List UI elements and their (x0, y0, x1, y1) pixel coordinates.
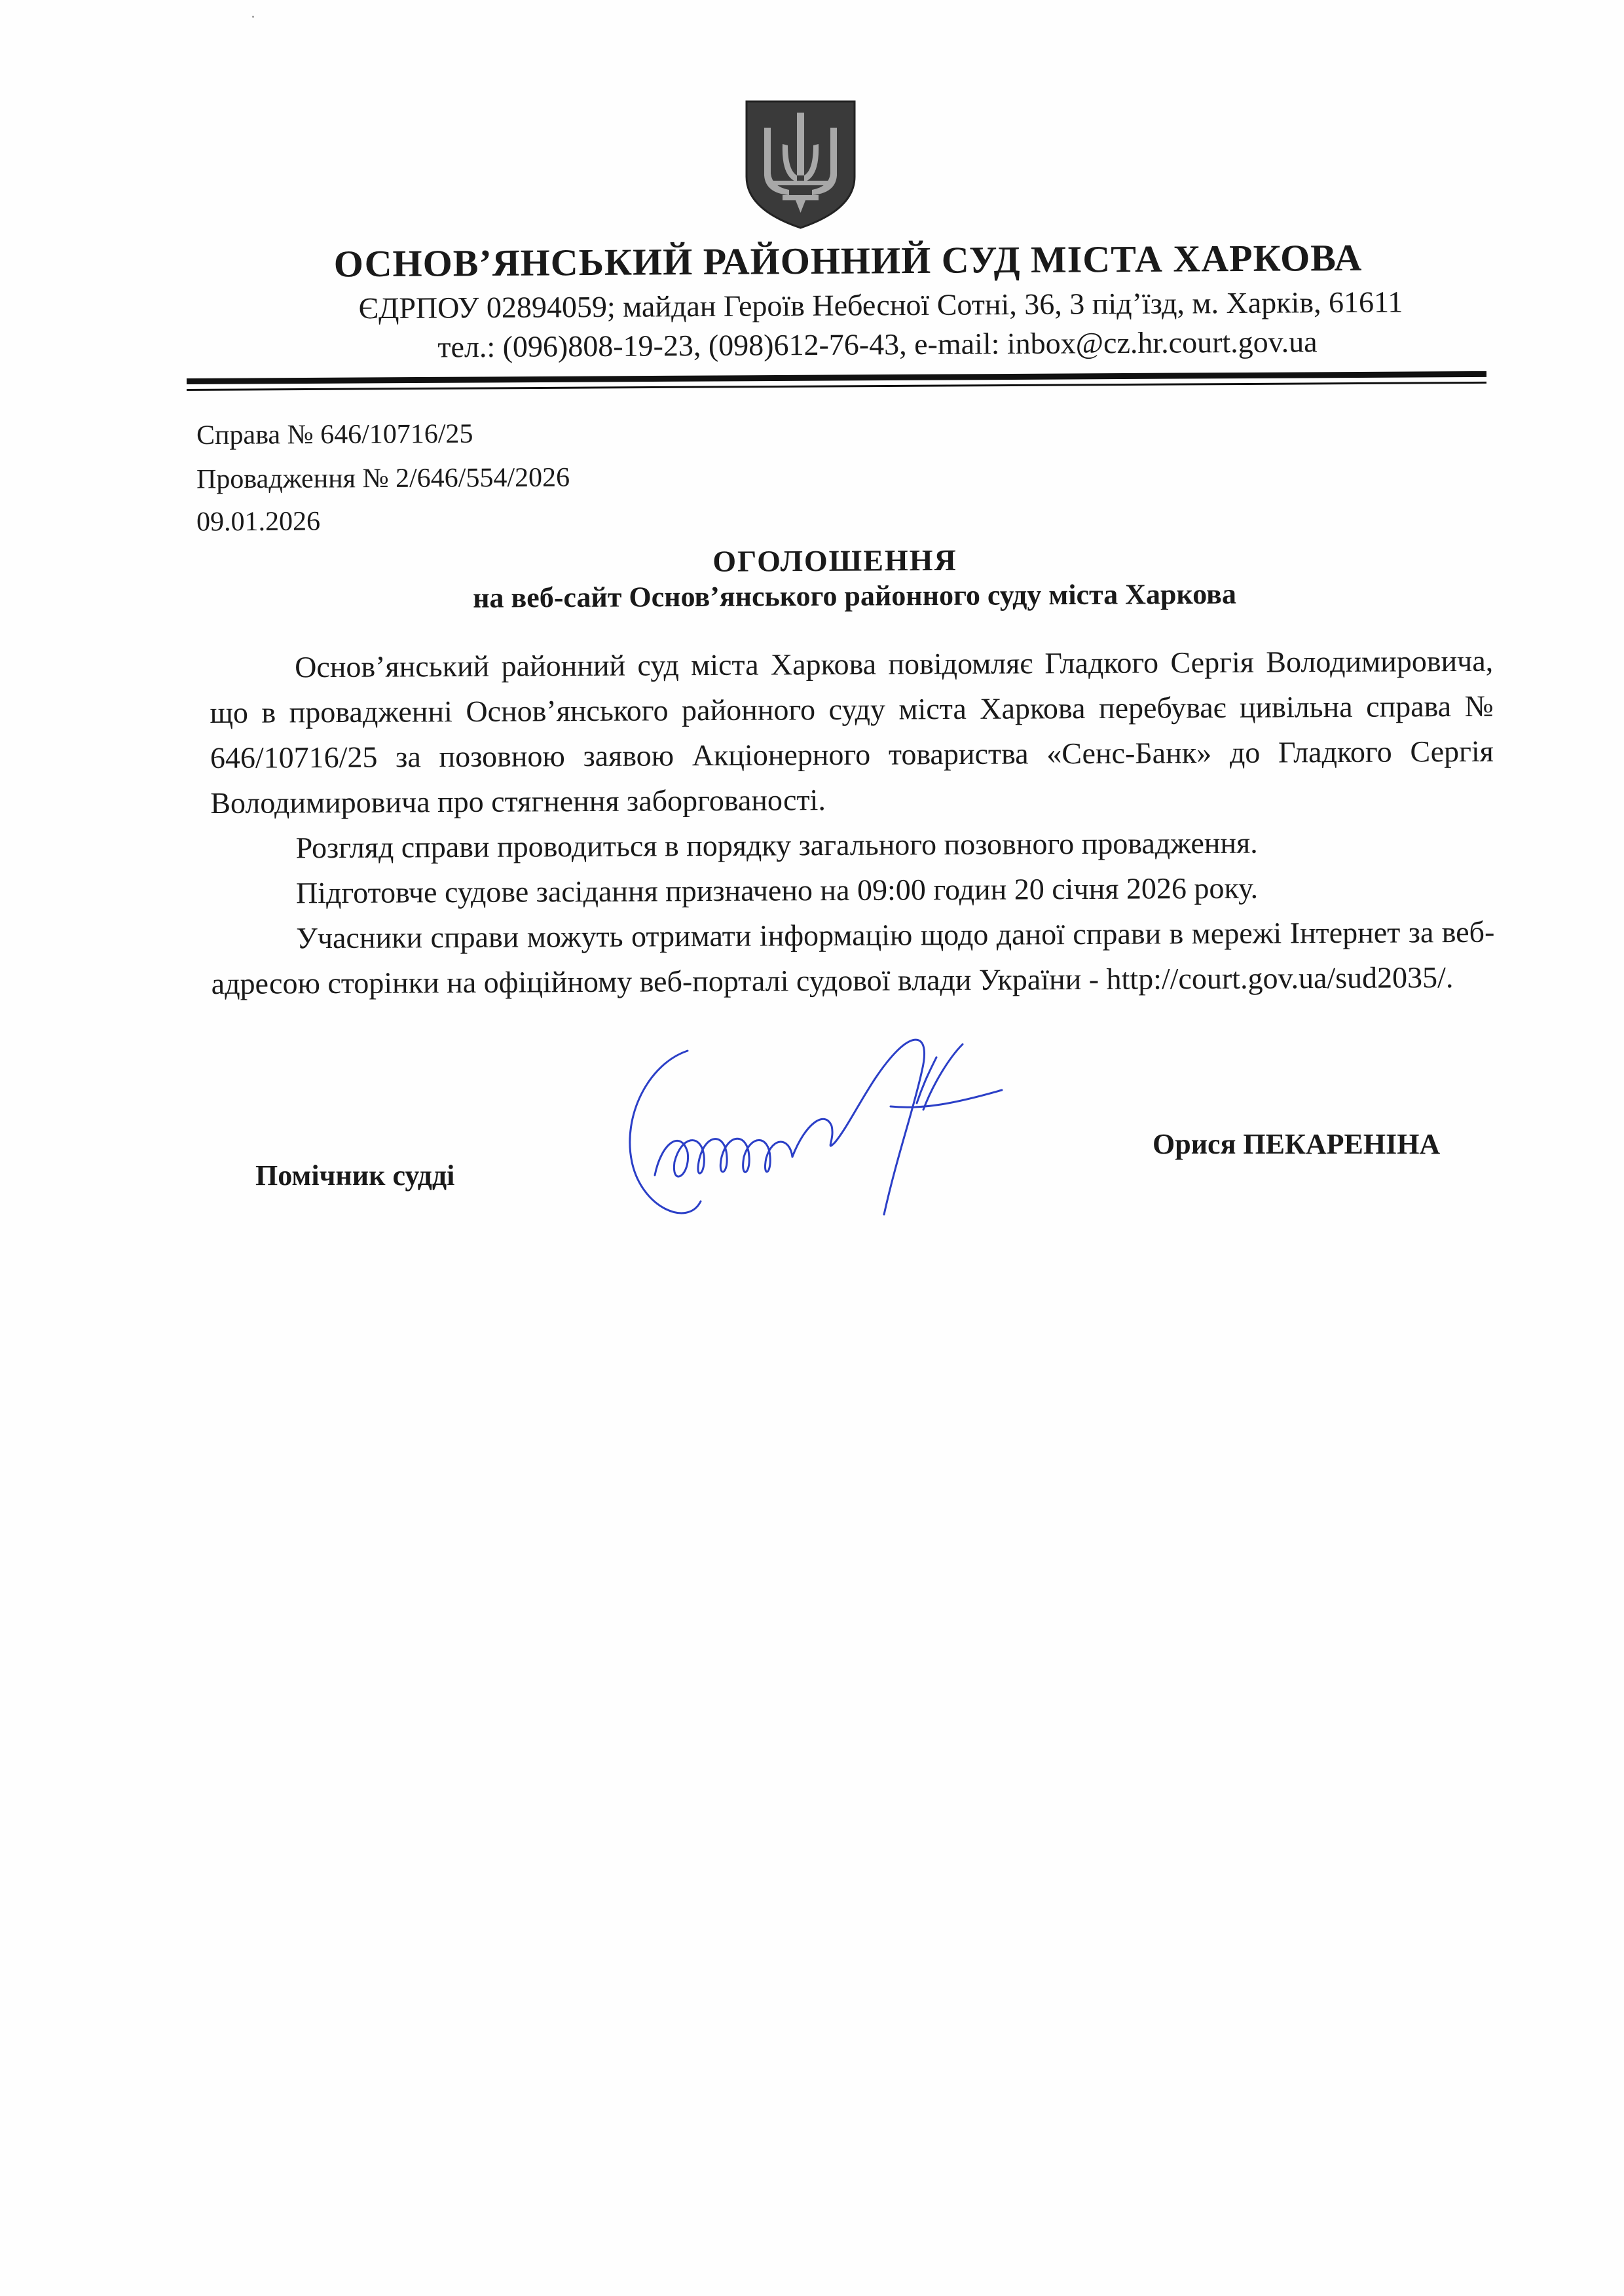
handwritten-signature (609, 1011, 1028, 1260)
body-paragraph: Розгляд справи проводиться в порядку загального позовного провадження. (295, 826, 1258, 865)
body-paragraph: Основ’янський районний суд міста Харкова повідомляє Гладкого Сергія Володимировича, що в провадженні Основ’янського районного суду міста Харкова перебуває цивільна справа № 646/10716/25 за позовною заявою Акціонерного товариства «Сенс-Банк» до Гладкого Сергія Володимировича про стягнення заборгованості. (210, 644, 1494, 820)
signer-name: Орися ПЕКАРЕНІНА (1153, 1128, 1441, 1160)
document-date: 09.01.2026 (196, 506, 321, 538)
court-address: ЄДРПОУ 02894059; майдан Героїв Небесної Сотні, 36, 3 під’їзд, м. Харків, 61611 (358, 285, 1403, 325)
announcement-title: ОГОЛОШЕННЯ (712, 543, 957, 578)
announcement-subtitle: на веб-сайт Основ’янського районного суду міста Харкова (472, 577, 1236, 614)
body-paragraph: Підготовче судове засідання призначено на 09:00 годин 20 січня 2026 року. (295, 871, 1259, 910)
signer-role: Помічник судді (255, 1159, 455, 1192)
case-number: Справа № 646/10716/25 (196, 418, 473, 451)
court-name: ОСНОВ’ЯНСЬКИЙ РАЙОННИЙ СУД МІСТА ХАРКОВА (333, 236, 1363, 285)
announcement-body (210, 638, 1495, 1006)
proceeding-number: Провадження № 2/646/554/2026 (196, 462, 570, 495)
scan-artifact (252, 16, 254, 18)
body-paragraph: Учасники справи можуть отримати інформацію щодо даної справи в мережі Інтернет за веб-адресою сторінки на офіційному веб-порталі судової влади України - http://court.gov.ua/sud2035/. (211, 915, 1495, 1000)
coat-of-arms-icon (743, 98, 858, 229)
court-contacts: тел.: (096)808-19-23, (098)612-76-43, e-mail: inbox@cz.hr.court.gov.ua (437, 325, 1318, 364)
